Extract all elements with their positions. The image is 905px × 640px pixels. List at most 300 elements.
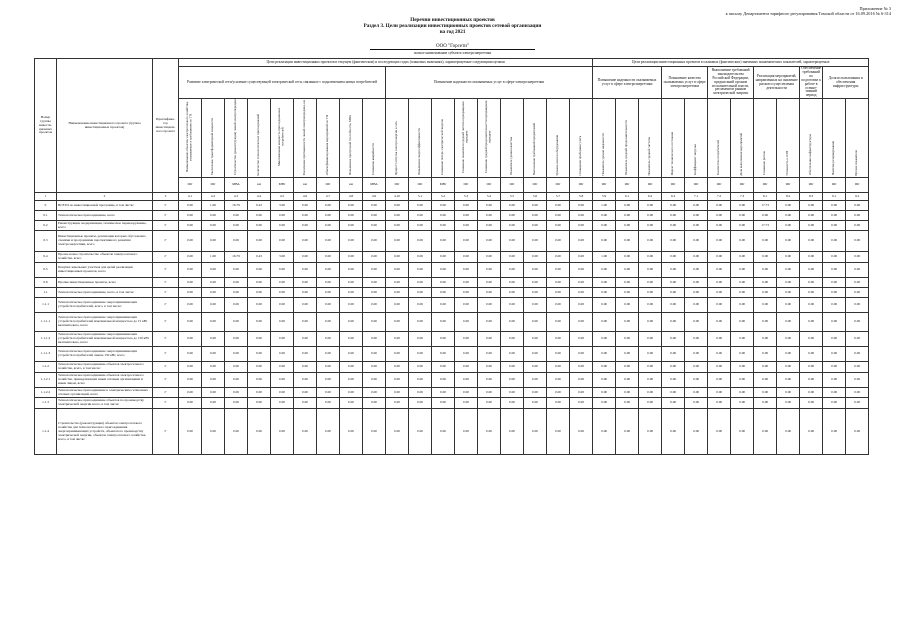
row-value: 0.00 bbox=[340, 332, 363, 347]
row-value: 0.00 bbox=[317, 347, 340, 362]
indicator-label: Повышение энергоэффективности bbox=[417, 128, 422, 176]
row-value: 0.00 bbox=[823, 278, 846, 288]
row-value: 0.00 bbox=[593, 231, 616, 252]
row-value: 0.00 bbox=[685, 332, 708, 347]
row-number: 0.4 bbox=[35, 252, 57, 263]
row-value: 0.00 bbox=[179, 409, 202, 455]
row-value: 0.00 bbox=[593, 373, 616, 388]
row-name: ВСЕГО по инвестиционной программе, в том числе: bbox=[57, 201, 153, 211]
row-value: 0.00 bbox=[363, 231, 386, 252]
row-value: 0.00 bbox=[294, 362, 317, 373]
row-value: 0.00 bbox=[754, 298, 777, 313]
indicator-label: Снижение средней продолжительности прекращения передачи bbox=[484, 101, 492, 174]
row-value: 0.00 bbox=[685, 252, 708, 263]
indicator-label: Доля выполнения мероприятий bbox=[739, 132, 744, 176]
row-value: 0.00 bbox=[685, 362, 708, 373]
row-value: 0.00 bbox=[593, 347, 616, 362]
row-value: 0.00 bbox=[271, 409, 294, 455]
row-identifier: Г bbox=[153, 409, 179, 455]
row-number: 1.1.2 bbox=[35, 362, 57, 373]
row-value: 0.00 bbox=[225, 231, 248, 252]
row-value: 0.00 bbox=[294, 347, 317, 362]
row-number: 1.1.1.1 bbox=[35, 313, 57, 332]
row-name: Прочее новое строительство объектов электросетевого хозяйства, всего bbox=[57, 252, 153, 263]
row-value: 0.00 bbox=[340, 313, 363, 332]
row-value: 0.00 bbox=[731, 231, 754, 252]
column-number: 6.1 bbox=[616, 193, 639, 201]
column-number: 7.1 bbox=[685, 193, 708, 201]
row-value: 0.00 bbox=[616, 211, 639, 221]
row-value: 0.00 bbox=[823, 409, 846, 455]
row-value: 0.00 bbox=[708, 288, 731, 298]
row-value: 0.00 bbox=[340, 298, 363, 313]
row-value: 0.00 bbox=[846, 398, 869, 409]
row-value: 0.00 bbox=[501, 201, 524, 211]
column-number: 5.3 bbox=[455, 193, 478, 201]
row-value: 0.00 bbox=[570, 347, 593, 362]
row-value: 0.43 bbox=[248, 201, 271, 211]
row-value: 0.00 bbox=[823, 263, 846, 278]
row-value: 0.00 bbox=[340, 221, 363, 231]
row-value: 0.00 bbox=[547, 347, 570, 362]
row-value: 0.00 bbox=[478, 373, 501, 388]
column-number: 5.9 bbox=[593, 193, 616, 201]
row-value: 0.00 bbox=[432, 201, 455, 211]
row-number: 0.2 bbox=[35, 221, 57, 231]
row-value: 0.00 bbox=[386, 409, 409, 455]
row-value: 0.00 bbox=[501, 409, 524, 455]
row-value: 1.00 bbox=[202, 252, 225, 263]
indicator-label: Строительство (реконструкция) линий электропередачи bbox=[233, 99, 238, 176]
row-value: 0.00 bbox=[570, 278, 593, 288]
row-name: Строительство (реконструкция) объектов электросетевого хозяйства для технологического присоединения энергопринимающих устройств, объектов по производству электрической энергии, объектов электросетевого хозяйства, всего, в том числе: bbox=[57, 409, 153, 455]
row-value: 0.00 bbox=[570, 211, 593, 221]
row-value: 0.00 bbox=[524, 409, 547, 455]
row-value: 0.00 bbox=[846, 362, 869, 373]
row-value: 0.00 bbox=[179, 362, 202, 373]
row-value: 0.00 bbox=[547, 398, 570, 409]
indicator-label: Уровень износа оборудования bbox=[555, 134, 560, 176]
row-value: 0.00 bbox=[478, 288, 501, 298]
row-value: 0.00 bbox=[570, 263, 593, 278]
row-value: 0.00 bbox=[363, 388, 386, 398]
indicator-label: Прочие показатели bbox=[854, 149, 859, 176]
row-value: 0.00 bbox=[662, 221, 685, 231]
row-value: 0.00 bbox=[271, 398, 294, 409]
row-value: 0.00 bbox=[179, 278, 202, 288]
row-value: 0.00 bbox=[271, 278, 294, 288]
row-value: 0.00 bbox=[225, 409, 248, 455]
row-value: 0.00 bbox=[662, 298, 685, 313]
row-identifier: Г bbox=[153, 313, 179, 332]
unit-label: Шт bbox=[202, 178, 225, 193]
column-number: 8.1 bbox=[754, 193, 777, 201]
row-value: 0.00 bbox=[731, 288, 754, 298]
row-value: 0.00 bbox=[409, 252, 432, 263]
row-number: 1.1.2.2 bbox=[35, 388, 57, 398]
row-value: 0.00 bbox=[570, 362, 593, 373]
appendix-note: Приложение № 3 к письму Департамента тарифного регулирования Томской области от 16.09.2016 № 6-314 bbox=[725, 6, 891, 17]
indicator-label: Готовность к ОЗП bbox=[785, 150, 790, 176]
row-value: 0.00 bbox=[409, 201, 432, 211]
indicator-label: Увеличение трансформаторной мощности bbox=[210, 118, 215, 176]
row-value: 0.00 bbox=[455, 278, 478, 288]
row-value: 0.00 bbox=[501, 347, 524, 362]
row-value: 0.00 bbox=[685, 211, 708, 221]
unit-label: Шт bbox=[409, 178, 432, 193]
row-value: 0.00 bbox=[271, 332, 294, 347]
row-value: 0.00 bbox=[662, 231, 685, 252]
row-value: 0.00 bbox=[478, 347, 501, 362]
row-value: 0.00 bbox=[846, 231, 869, 252]
row-value: 0.00 bbox=[294, 288, 317, 298]
row-value: 0.00 bbox=[271, 221, 294, 231]
row-value: 0.00 bbox=[685, 221, 708, 231]
row-value: 0.00 bbox=[708, 211, 731, 221]
row-value: 0.00 bbox=[363, 252, 386, 263]
row-value: 0.00 bbox=[248, 221, 271, 231]
row-value: 0.00 bbox=[846, 347, 869, 362]
row-value: 0.00 bbox=[662, 347, 685, 362]
row-value: 0.00 bbox=[639, 221, 662, 231]
row-value: 0.00 bbox=[639, 288, 662, 298]
table-row bbox=[35, 298, 869, 313]
row-value: 0.00 bbox=[823, 388, 846, 398]
row-value: 0.00 bbox=[248, 313, 271, 332]
row-value: 0.00 bbox=[731, 298, 754, 313]
row-value: 0.00 bbox=[363, 298, 386, 313]
row-value: 0.00 bbox=[455, 252, 478, 263]
row-identifier: Г bbox=[153, 252, 179, 263]
row-value: 0.00 bbox=[455, 409, 478, 455]
row-value: 0.00 bbox=[202, 398, 225, 409]
unit-label: МВА bbox=[225, 178, 248, 193]
column-numbers-row bbox=[35, 193, 869, 201]
row-value: 0.00 bbox=[501, 398, 524, 409]
row-value: 0.00 bbox=[501, 332, 524, 347]
row-number: 1.1.1.2 bbox=[35, 332, 57, 347]
column-number: 4.2 bbox=[202, 193, 225, 201]
table-row bbox=[35, 211, 869, 221]
row-number: 0 bbox=[35, 201, 57, 211]
row-value: 0.00 bbox=[639, 398, 662, 409]
row-value: 0.00 bbox=[708, 388, 731, 398]
row-value: 0.00 bbox=[386, 252, 409, 263]
row-value: 0.00 bbox=[340, 398, 363, 409]
row-value: 0.00 bbox=[432, 373, 455, 388]
row-value: 0.00 bbox=[248, 332, 271, 347]
header-indicator bbox=[685, 99, 708, 178]
row-identifier: Г bbox=[153, 211, 179, 221]
column-number: 2 bbox=[57, 193, 153, 201]
row-value: 0.00 bbox=[363, 409, 386, 455]
row-value: 0.00 bbox=[225, 362, 248, 373]
row-name: Технологическое присоединение объектов электросетевого хозяйства, принадлежащих иным сетевым организациям и иным лицам, всего bbox=[57, 373, 153, 388]
row-value: 0.00 bbox=[708, 263, 731, 278]
row-value: 0.00 bbox=[455, 362, 478, 373]
table-row bbox=[35, 288, 869, 298]
row-value: 0.00 bbox=[294, 263, 317, 278]
row-value: 0.00 bbox=[386, 298, 409, 313]
row-value: 0.00 bbox=[501, 211, 524, 221]
row-number: 1.1.1.3 bbox=[35, 347, 57, 362]
row-value: 0.00 bbox=[731, 409, 754, 455]
column-number: 5.7 bbox=[547, 193, 570, 201]
row-value: 0.00 bbox=[777, 313, 800, 332]
unit-label: км bbox=[248, 178, 271, 193]
row-value: 0.00 bbox=[202, 388, 225, 398]
row-value: 0.00 bbox=[363, 221, 386, 231]
row-value: 0.00 bbox=[777, 263, 800, 278]
row-number: 1.1.3 bbox=[35, 398, 57, 409]
row-value: 0.00 bbox=[317, 231, 340, 252]
table-row bbox=[35, 398, 869, 409]
row-value: 0.00 bbox=[455, 313, 478, 332]
row-value: 0.00 bbox=[547, 231, 570, 252]
table-row bbox=[35, 313, 869, 332]
header-indicator bbox=[271, 99, 294, 178]
row-value: 0.00 bbox=[455, 332, 478, 347]
row-value: 0.00 bbox=[225, 332, 248, 347]
row-value: 0.00 bbox=[524, 362, 547, 373]
row-value: 0.00 bbox=[800, 398, 823, 409]
row-value: 0.00 bbox=[179, 288, 202, 298]
unit-label: Шт bbox=[317, 178, 340, 193]
unit-label: Шт bbox=[478, 178, 501, 193]
organization-caption: полное наименование субъекта электроэнергетики bbox=[413, 51, 492, 55]
table-row bbox=[35, 221, 869, 231]
row-value: 0.00 bbox=[800, 362, 823, 373]
row-value: 0.00 bbox=[731, 221, 754, 231]
row-value: 0.00 bbox=[547, 362, 570, 373]
row-value: 0.00 bbox=[639, 298, 662, 313]
row-value: 0.00 bbox=[800, 409, 823, 455]
table-row bbox=[35, 231, 869, 252]
row-value: 0.00 bbox=[731, 398, 754, 409]
row-identifier: Г bbox=[153, 388, 179, 398]
row-value: 0.00 bbox=[294, 373, 317, 388]
row-value: 0.00 bbox=[409, 398, 432, 409]
header-indicator bbox=[179, 99, 202, 178]
row-value: 0.00 bbox=[501, 252, 524, 263]
unit-label: Шт bbox=[455, 178, 478, 193]
row-value: 0.00 bbox=[570, 252, 593, 263]
row-value: 0.00 bbox=[202, 263, 225, 278]
header-indicator bbox=[317, 99, 340, 178]
row-value: 0.00 bbox=[386, 263, 409, 278]
row-value: 0.00 bbox=[455, 221, 478, 231]
row-value: 0.00 bbox=[432, 298, 455, 313]
row-value: 3.00 bbox=[271, 201, 294, 211]
row-value: 0.00 bbox=[524, 298, 547, 313]
header-name: Наименование инвестиционного проекта (группы инвестиционных проектов) bbox=[57, 59, 153, 193]
row-value: 0.00 bbox=[685, 298, 708, 313]
row-value: 0.00 bbox=[823, 332, 846, 347]
row-value: 0.00 bbox=[616, 201, 639, 211]
row-value: 0.00 bbox=[179, 221, 202, 231]
row-value: 0.00 bbox=[800, 221, 823, 231]
row-value: 0.00 bbox=[248, 388, 271, 398]
row-value: 0.00 bbox=[823, 231, 846, 252]
indicator-label: Оснащение приборами учета bbox=[578, 135, 583, 176]
row-value: 0.00 bbox=[202, 278, 225, 288]
row-value: 0.00 bbox=[846, 388, 869, 398]
investment-goals-table bbox=[34, 58, 868, 455]
header-indicator bbox=[823, 99, 846, 178]
row-value: 0.00 bbox=[432, 231, 455, 252]
row-value: 0.00 bbox=[363, 313, 386, 332]
row-value: 0.00 bbox=[662, 409, 685, 455]
row-value: 0.00 bbox=[340, 211, 363, 221]
column-number: 5.6 bbox=[524, 193, 547, 201]
row-value: 0.00 bbox=[754, 362, 777, 373]
row-value: 0.00 bbox=[271, 288, 294, 298]
row-value: 0.00 bbox=[708, 398, 731, 409]
row-value: 0.00 bbox=[202, 332, 225, 347]
row-name: Реконструкция, модернизация, техническое перевооружение, всего bbox=[57, 221, 153, 231]
row-value: 0.00 bbox=[616, 388, 639, 398]
row-value: 0.00 bbox=[225, 263, 248, 278]
row-value: 0.00 bbox=[340, 347, 363, 362]
row-value: 0.00 bbox=[317, 252, 340, 263]
row-name: Технологическое присоединение объектов электросетевого хозяйства, всего, в том числе: bbox=[57, 362, 153, 373]
row-value: 0.00 bbox=[731, 388, 754, 398]
header-group-2: Цели реализации инвестиционных проектов в плановых (фактических) значениях экономических показателей, характеризуемые bbox=[593, 59, 869, 67]
header-indicator bbox=[547, 99, 570, 178]
row-value: 0.00 bbox=[248, 288, 271, 298]
row-value: 0.00 bbox=[616, 362, 639, 373]
row-value: 0.00 bbox=[432, 362, 455, 373]
row-value: 0.00 bbox=[386, 221, 409, 231]
row-value: 0.00 bbox=[478, 409, 501, 455]
row-value: 0.00 bbox=[271, 388, 294, 398]
row-value: 0.00 bbox=[800, 252, 823, 263]
column-number: 7.2 bbox=[708, 193, 731, 201]
row-value: 0.00 bbox=[639, 347, 662, 362]
unit-label: Шт bbox=[662, 178, 685, 193]
row-value: 0.00 bbox=[409, 409, 432, 455]
row-value: 0.00 bbox=[317, 288, 340, 298]
row-value: 0.00 bbox=[823, 362, 846, 373]
row-value: 0.00 bbox=[225, 211, 248, 221]
row-number: 0.1 bbox=[35, 211, 57, 221]
indicator-label: Показатель средней частоты bbox=[647, 136, 652, 176]
row-value: 0.00 bbox=[271, 298, 294, 313]
indicator-label: Увеличение протяженности линий электропередачи, км bbox=[302, 99, 307, 176]
row-value: 0.00 bbox=[593, 332, 616, 347]
row-identifier: Г bbox=[153, 263, 179, 278]
row-value: 0.00 bbox=[639, 409, 662, 455]
row-value: 0.00 bbox=[363, 362, 386, 373]
row-value: 0.00 bbox=[455, 288, 478, 298]
row-value: 0.00 bbox=[386, 388, 409, 398]
row-value: 0.00 bbox=[685, 409, 708, 455]
row-value: 0.00 bbox=[386, 288, 409, 298]
row-name: Технологическое присоединение энергопринимающих устройств потребителей максимальной мощностью до 15 кВт включительно, всего bbox=[57, 313, 153, 332]
row-value: 0.00 bbox=[524, 313, 547, 332]
row-value: 0.00 bbox=[455, 347, 478, 362]
column-number: 5.2 bbox=[432, 193, 455, 201]
row-value: 0.00 bbox=[685, 347, 708, 362]
row-value: 0.00 bbox=[248, 409, 271, 455]
row-value: 0.00 bbox=[662, 398, 685, 409]
row-value: 0.00 bbox=[409, 231, 432, 252]
row-value: 0.00 bbox=[271, 211, 294, 221]
row-value: 0.00 bbox=[317, 263, 340, 278]
row-value: 16.79 bbox=[225, 252, 248, 263]
row-value: 0.00 bbox=[777, 252, 800, 263]
column-number: 5.1 bbox=[409, 193, 432, 201]
row-value: 0.00 bbox=[524, 332, 547, 347]
header-subgroup: Обеспечение требований по подготовке к работе в осенне-зимний период bbox=[801, 66, 822, 98]
row-value: 0.00 bbox=[478, 278, 501, 288]
row-identifier: Г bbox=[153, 332, 179, 347]
table-row bbox=[35, 201, 869, 211]
row-value: 0.00 bbox=[662, 263, 685, 278]
row-value: 0.00 bbox=[478, 211, 501, 221]
row-value: 0.00 bbox=[363, 332, 386, 347]
row-value: 0.00 bbox=[662, 313, 685, 332]
row-identifier: Г bbox=[153, 231, 179, 252]
row-value: 0.00 bbox=[754, 252, 777, 263]
row-value: 0.00 bbox=[593, 362, 616, 373]
unit-label: Шт bbox=[547, 178, 570, 193]
row-name: Технологическое присоединение, всего bbox=[57, 211, 153, 221]
row-value: 0.00 bbox=[409, 298, 432, 313]
row-value: 0.00 bbox=[501, 288, 524, 298]
row-value: 0.00 bbox=[455, 231, 478, 252]
header-subgroup: Развитие электрической сети/усиление существующей электрической сети, связанное с подключением новых потребителей bbox=[179, 67, 386, 99]
row-value: 0.00 bbox=[179, 373, 202, 388]
row-value: 0.00 bbox=[363, 347, 386, 362]
row-value: 0.00 bbox=[846, 211, 869, 221]
row-value: 0.00 bbox=[800, 388, 823, 398]
row-value: 0.00 bbox=[708, 278, 731, 288]
row-value: 0.00 bbox=[202, 313, 225, 332]
unit-label: Шт bbox=[777, 178, 800, 193]
row-value: 0.00 bbox=[639, 211, 662, 221]
row-value: 0.00 bbox=[777, 373, 800, 388]
row-value: 0.00 bbox=[386, 373, 409, 388]
row-value: 0.00 bbox=[271, 263, 294, 278]
row-value: 0.00 bbox=[432, 347, 455, 362]
row-value: 0.00 bbox=[478, 201, 501, 211]
row-value: 0.00 bbox=[662, 278, 685, 288]
indicator-label: Снижение рисков bbox=[762, 151, 767, 176]
unit-label: МВт bbox=[271, 178, 294, 193]
row-value: 0.00 bbox=[524, 398, 547, 409]
row-value: 0.00 bbox=[363, 263, 386, 278]
header-subgroup: Повышение качества оказываемых услуг в сфере электроэнергетики bbox=[662, 67, 708, 99]
column-number: 4.10 bbox=[386, 193, 409, 201]
row-identifier: Г bbox=[153, 362, 179, 373]
row-value: 0.00 bbox=[846, 409, 869, 455]
column-number: 4.7 bbox=[317, 193, 340, 201]
row-value: 0.00 bbox=[317, 373, 340, 388]
indicator-label: Максимальная мощность присоединяемых потребителей bbox=[277, 108, 285, 167]
row-value: 17.73 bbox=[754, 201, 777, 211]
indicator-label: Снижение показателя средней частоты прекращения передачи bbox=[461, 101, 469, 174]
row-value: 0.00 bbox=[294, 409, 317, 455]
row-name: Технологическое присоединение энергопринимающих устройств потребителей максимальной мощностью до 150 кВт включительно, всего bbox=[57, 332, 153, 347]
row-value: 0.00 bbox=[616, 288, 639, 298]
row-value: 0.00 bbox=[248, 398, 271, 409]
row-number: 1.1 bbox=[35, 288, 57, 298]
row-value: 0.00 bbox=[754, 211, 777, 221]
row-value: 0.00 bbox=[547, 252, 570, 263]
row-value: 0.00 bbox=[386, 278, 409, 288]
row-value: 0.00 bbox=[547, 221, 570, 231]
